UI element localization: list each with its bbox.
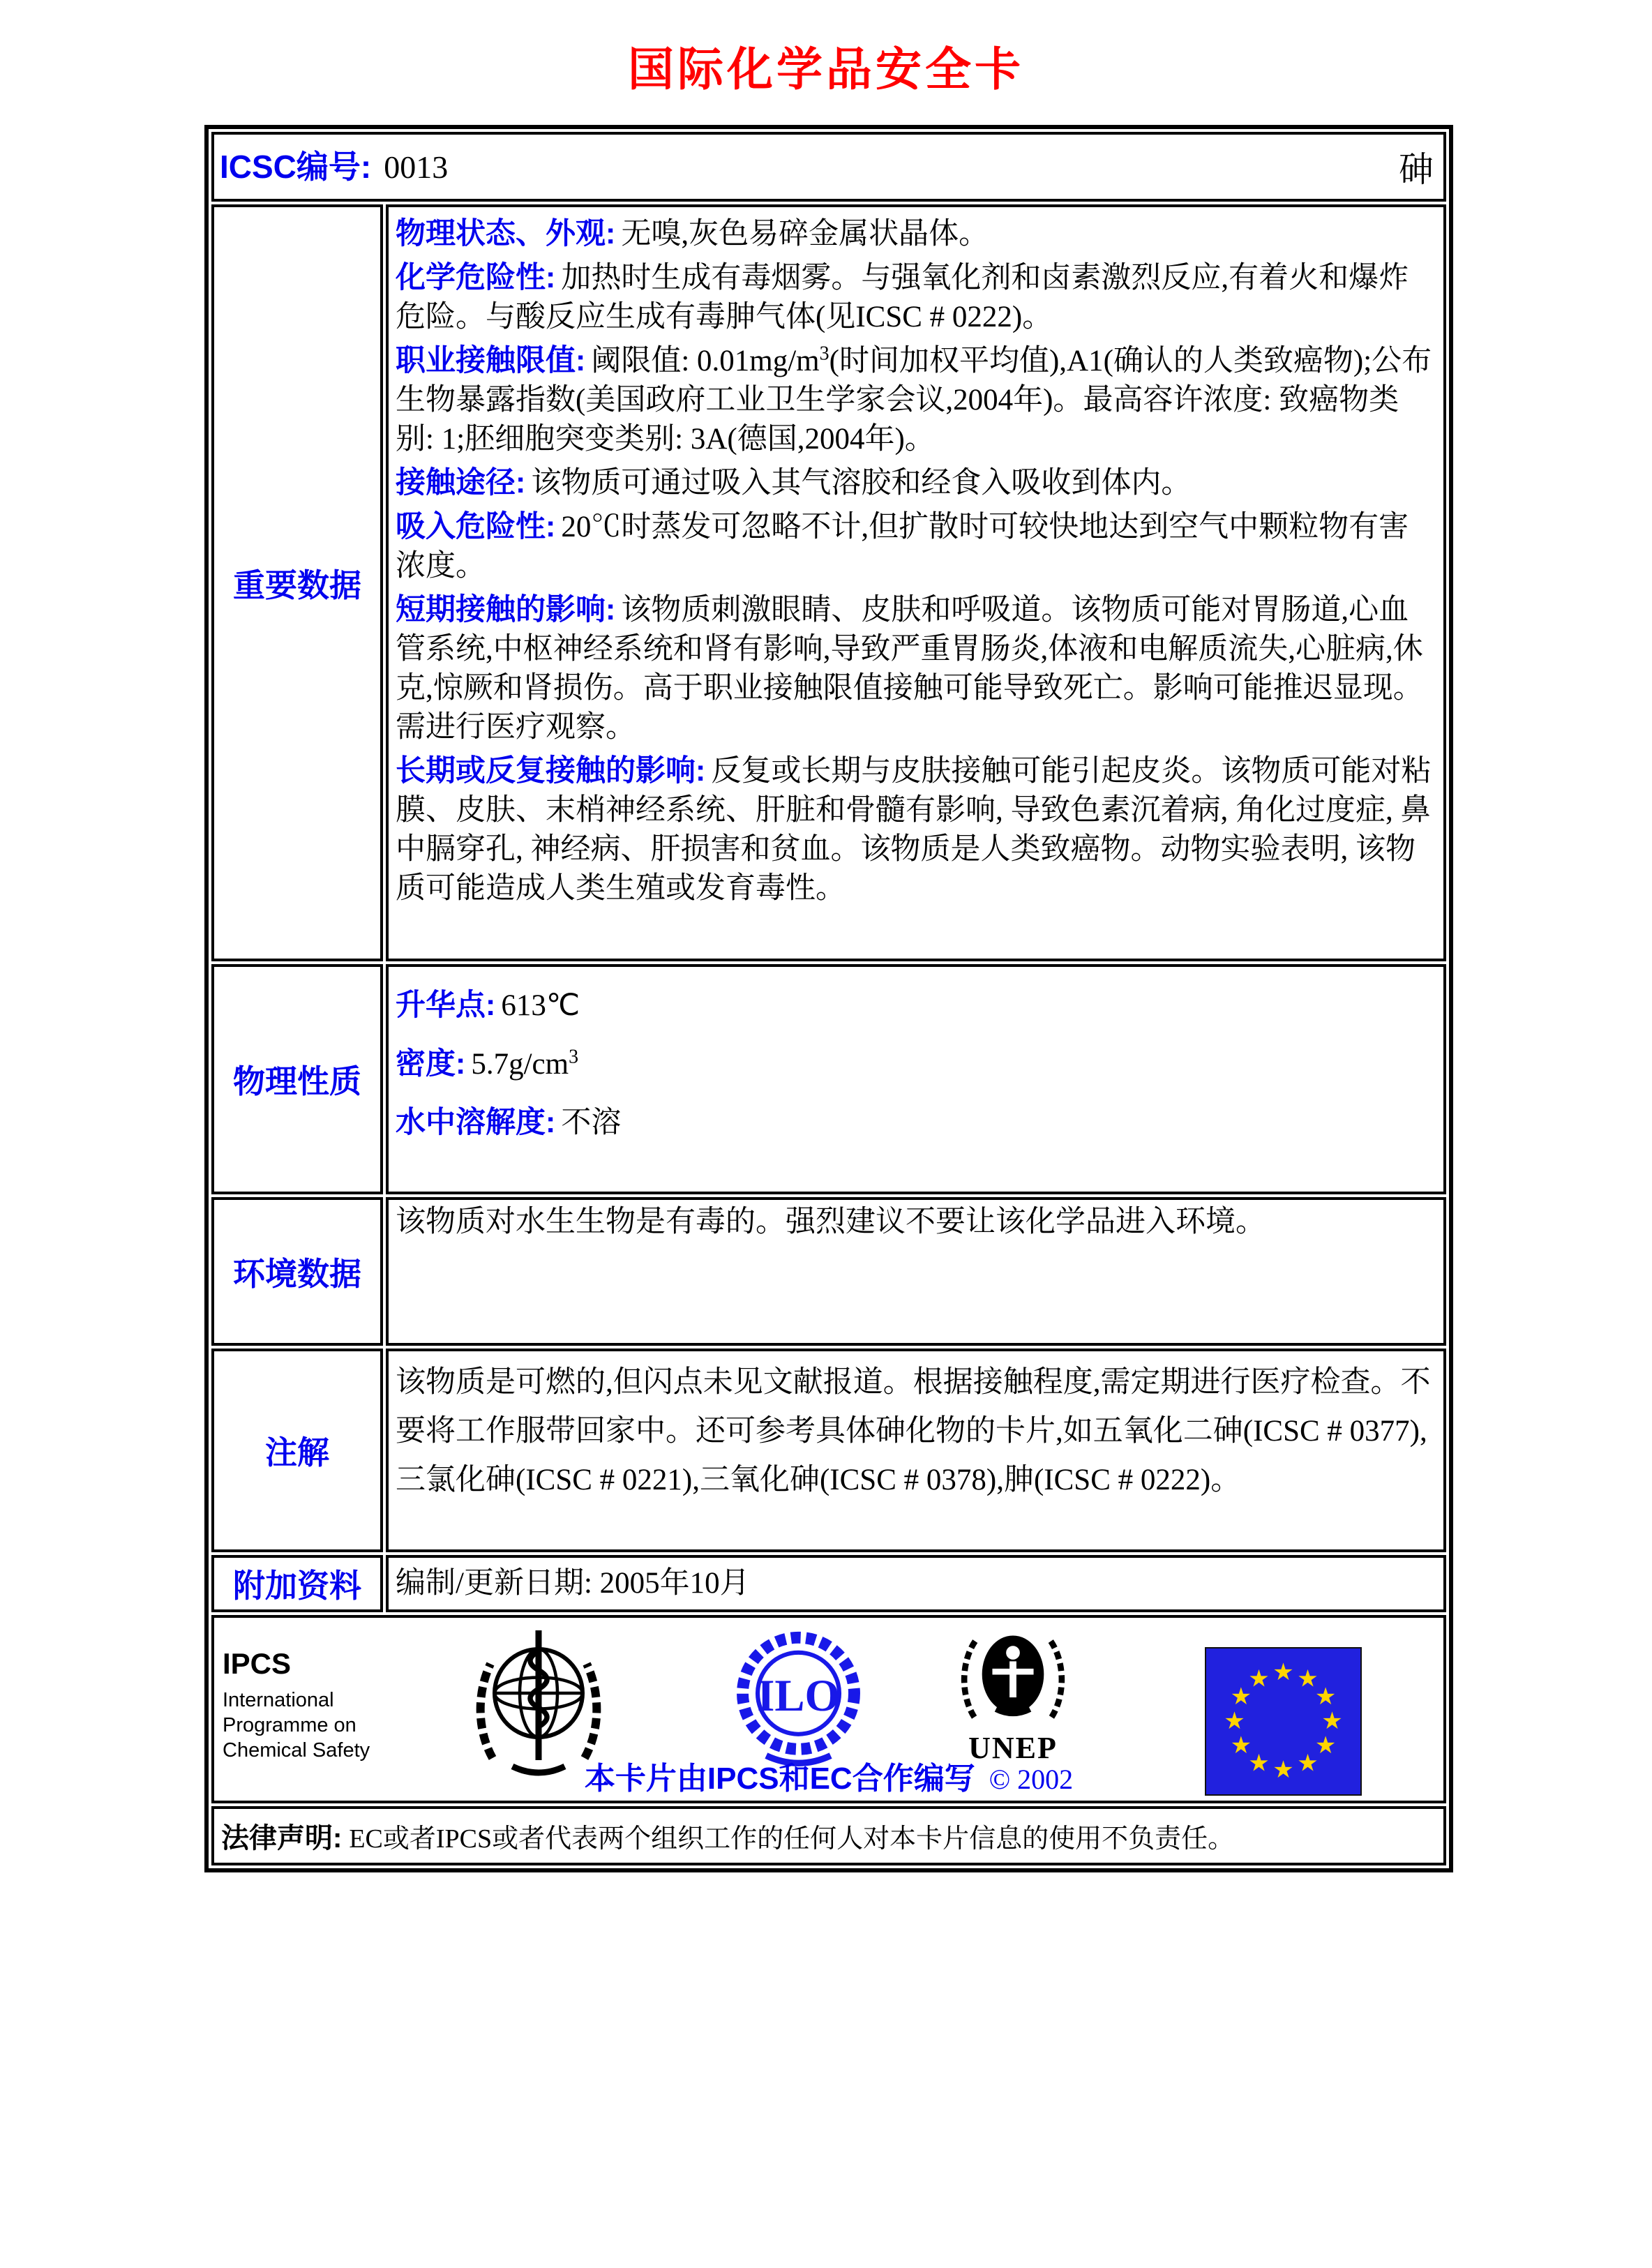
physical-properties-row [211, 964, 1446, 1194]
eu-star-icon: ★ [1297, 1665, 1319, 1692]
field-label: 接触途径: [396, 466, 526, 500]
ipcs-line: International [223, 1689, 334, 1711]
logos-cell [211, 1615, 1446, 1803]
notes-content [386, 1349, 1446, 1552]
unep-logo-text: UNEP [968, 1731, 1058, 1765]
eu-star-icon: ★ [1248, 1750, 1270, 1777]
eu-star-icon: ★ [1248, 1665, 1270, 1692]
field-label: 物理状态、外观: [396, 217, 616, 250]
legal-label: 法律声明: [221, 1823, 343, 1854]
section-label-notes: 注解 [211, 1349, 383, 1552]
icsc-number-label: ICSC编号: [220, 149, 372, 185]
field-long-term-effects [396, 747, 1436, 908]
field-label: 吸入危险性: [396, 510, 556, 543]
page-title: 国际化学品安全卡 [628, 45, 1024, 96]
field-label: 化学危险性: [396, 261, 556, 294]
field-label: 水中溶解度: [396, 1106, 556, 1139]
field-density [396, 1035, 1436, 1094]
environmental-data-content [386, 1197, 1446, 1346]
field-label: 短期接触的影响: [396, 593, 616, 626]
eu-star-icon: ★ [1314, 1683, 1337, 1710]
field-label: 密度: [396, 1047, 466, 1081]
eu-star-icon: ★ [1321, 1708, 1343, 1734]
eu-star-icon: ★ [1314, 1732, 1337, 1759]
field-text: 加热时生成有毒烟雾。与强氧化剂和卤素激烈反应,有着火和爆炸危险。与酸反应生成有毒胂气体(见ICSC # 0222)。 [396, 262, 1409, 333]
eu-star-icon: ★ [1224, 1708, 1245, 1734]
eu-star-icon: ★ [1230, 1732, 1252, 1759]
field-label: 升华点: [396, 989, 496, 1022]
section-label-important-data: 重要数据 [211, 204, 383, 961]
field-routes-of-exposure [396, 459, 1436, 503]
credit-text: 本卡片由IPCS和EC合作编写 [584, 1762, 975, 1796]
legal-row [211, 1806, 1446, 1865]
icsc-card [204, 125, 1453, 1872]
field-update-date: 编制/更新日期: 2005年10月 [396, 1567, 750, 1600]
additional-info-content [386, 1555, 1446, 1612]
eu-star-icon: ★ [1230, 1683, 1252, 1710]
field-text: 该物质可通过吸入其气溶胶和经食入吸收到体内。 [531, 467, 1192, 500]
additional-info-row [211, 1555, 1446, 1612]
icsc-number-value: 0013 [384, 149, 449, 185]
notes-row [211, 1349, 1446, 1552]
field-text: 613℃ [501, 989, 580, 1022]
superscript: 3 [819, 343, 829, 365]
superscript: 3 [569, 1046, 579, 1068]
field-water-solubility [396, 1094, 1436, 1152]
field-environment-text: 该物质对水生生物是有毒的。强烈建议不要让该化学品进入环境。 [396, 1206, 1266, 1238]
ipcs-line: Programme on [223, 1714, 356, 1736]
eu-star-icon: ★ [1272, 1757, 1294, 1783]
legal-cell [211, 1806, 1446, 1865]
logos-row [211, 1615, 1446, 1803]
ilo-logo-icon [734, 1629, 863, 1772]
field-inhalation-risk [396, 503, 1436, 586]
field-physical-state-appearance [396, 210, 1436, 254]
physical-properties-content [386, 964, 1446, 1194]
section-label-physical-properties: 物理性质 [211, 964, 383, 1194]
ipcs-text-block [223, 1647, 370, 1763]
eu-star-icon: ★ [1297, 1750, 1319, 1777]
ilo-logo-text: ILO [757, 1669, 840, 1720]
section-label-environmental-data: 环境数据 [211, 1197, 383, 1346]
field-text: 20℃时蒸发可忽略不计,但扩散时可较快地达到空气中颗粒物有害浓度。 [396, 511, 1409, 583]
field-text: (时间加权平均值),A1(确认的人类致癌物);公布生物暴露指数(美国政府工业卫生学家会议,2004年)。最高容许浓度: 致癌物类别: 1;胚细胞突变类别: 3A(德国,2004年)。 [396, 345, 1432, 456]
field-text: 5.7g/cm [471, 1048, 569, 1081]
field-notes-text: 该物质是可燃的,但闪点未见文献报道。根据接触程度,需定期进行医疗检查。不要将工作服带回家中。还可参考具体砷化物的卡片,如五氧化二砷(ICSC # 0377),三氯化砷(ICSC # 0221),三氧化砷(ICSC # 0378),胂(ICSC # 0222)。 [396, 1366, 1431, 1496]
field-text: 无嗅,灰色易碎金属状晶体。 [621, 218, 989, 250]
field-text: 不溶 [561, 1106, 622, 1139]
eu-star-icon: ★ [1272, 1659, 1294, 1685]
field-chemical-dangers [396, 254, 1436, 337]
important-data-row [211, 204, 1446, 961]
ipcs-line: Chemical Safety [223, 1739, 370, 1762]
field-occupational-exposure-limits [396, 337, 1436, 459]
field-text: 反复或长期与皮肤接触可能引起皮炎。该物质可能对粘膜、皮肤、末梢神经系统、肝脏和骨髓有影响, 导致色素沉着病, 角化过度症, 鼻中膈穿孔, 神经病、肝损害和贫血。该物质是人类致癌物。动物实验表明, 该物质可能造成人类生殖或发育毒性。 [396, 755, 1432, 905]
header-row [211, 132, 1446, 202]
important-data-content [386, 204, 1446, 961]
field-sublimation-point [396, 977, 1436, 1035]
field-label: 长期或反复接触的影响: [396, 754, 706, 788]
field-label: 职业接触限值: [396, 344, 586, 377]
field-text: 该物质刺激眼睛、皮肤和呼吸道。该物质可能对胃肠道,心血管系统,中枢神经系统和肾有影响,导致严重胃肠炎,体液和电解质流失,心脏病,休克,惊厥和肾损伤。高于职业接触限值接触可能导致死亡。影响可能推迟显现。需进行医疗观察。 [396, 594, 1423, 744]
field-text: 阈限值: 0.01mg/m [591, 345, 820, 377]
field-short-term-effects [396, 586, 1436, 747]
credit-year: © 2002 [989, 1764, 1074, 1795]
header-cell [211, 132, 1446, 202]
ipcs-title: IPCS [223, 1647, 292, 1680]
section-label-additional-info: 附加资料 [211, 1555, 383, 1612]
legal-text: EC或者IPCS或者代表两个组织工作的任何人对本卡片信息的使用不负责任。 [349, 1824, 1235, 1854]
environmental-data-row [211, 1197, 1446, 1346]
chemical-name: 砷 [1399, 150, 1434, 189]
unep-logo-icon [957, 1626, 1069, 1766]
